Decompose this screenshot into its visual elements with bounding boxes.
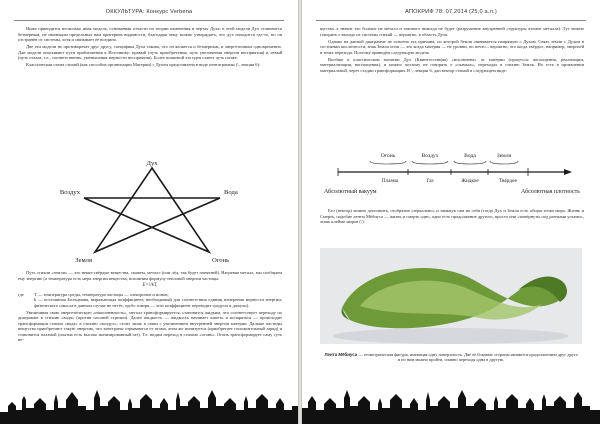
left-header-rule bbox=[14, 20, 284, 21]
pentagram-label-fire: Огонь bbox=[212, 257, 230, 264]
elements-scale-diagram bbox=[318, 150, 586, 202]
scale-brace-fire bbox=[370, 161, 406, 164]
left-paragraph: Путь стихии «земли» — это некие твёрдые вещества, скажем, металл (или лёд, так будет понятней). Нагревая металл, мы сообщаем ему энергию (а температура есть мера энергии вещества, вспомним формулу тепловой энергии частицы: bbox=[18, 270, 282, 281]
pentagram-star bbox=[84, 168, 220, 252]
right-text-top bbox=[320, 26, 584, 75]
definitions-lead: где bbox=[18, 291, 24, 297]
left-paragraph: Две эти модели не противоречат друг другу, специфика Духа такова, что он является и безмерным, и энергетичным одновременно. Дан модели описывают пути приближения к Источнику: правый (путь приобретения, путь увеличения энергии восприятия) и левый (путь отказа, т.е., соответственно, уменьшения мерности восприятия). Более понятной эта идея станет чуть позже. bbox=[18, 44, 282, 60]
right-header-rule bbox=[316, 20, 586, 21]
scale-state-liquid: Жидкое bbox=[461, 178, 479, 184]
right-running-head: АПОКРИФ 78: 07.2014 (25,0 а.л.) bbox=[405, 9, 497, 15]
scale-left-end-label: Абсолютный вакуум bbox=[324, 189, 377, 195]
scale-state-gas: Газ bbox=[426, 178, 434, 184]
pentagram-diagram bbox=[59, 158, 242, 268]
right-page bbox=[302, 0, 600, 424]
scale-state-plasma: Плазма bbox=[381, 178, 399, 184]
left-running-head: ОККУЛЬТУРА: Конкурс Verbena bbox=[105, 9, 193, 15]
definition-boltzmann: k — постоянная Больцмана, выражающая коэффициент, необходимый для соответствия единиц измерения мерности энергии; физического смысла в данном случае не несёт, грубо говоря — этот коэффициент переводит градусы в джоули). bbox=[34, 297, 282, 308]
formula-definitions bbox=[18, 292, 282, 309]
mobius-strip-image bbox=[320, 248, 582, 344]
definition-temperature: T — температура среды, температура частицы — электронов и ионов; bbox=[34, 291, 169, 297]
caption-text: — геометрическая фигура, имеющая одну поверхность. Две её боковые стороны являются продолжением друг друга и по ним можно пройти, плавно переходя одна в другую. bbox=[358, 352, 578, 363]
left-page-number: 34 bbox=[145, 390, 153, 396]
scale-label-air: Воздух bbox=[421, 153, 439, 159]
pentagram-label-water: Вода bbox=[224, 189, 238, 196]
left-page bbox=[0, 0, 298, 424]
scale-label-earth: Земля bbox=[496, 153, 512, 159]
pentagram-label-earth: Земля bbox=[75, 257, 92, 264]
scale-right-end-label: Абсолютная плотность bbox=[521, 189, 580, 195]
scale-label-water: Вода bbox=[464, 153, 476, 159]
left-text-top bbox=[18, 26, 282, 69]
scale-brace-earth bbox=[490, 161, 518, 164]
mobius-strip-photo bbox=[320, 248, 582, 344]
left-text-middle bbox=[18, 270, 282, 344]
scale-state-solid: Твёрдое bbox=[499, 178, 517, 184]
right-paragraph: Вообще в классическом понятии Дух (Квинтэссенция) «исключена» от материи (процессы поглощения, реализации, материализации, воплощения), и можно поэтому не говорить о «скачках», переходах в стихию Земля. Но есть в проявлении материальной, через стадии трансформации. В \, лекции 6, дан вектор стихий в следующем виде: bbox=[320, 56, 584, 73]
photo-caption bbox=[324, 352, 578, 363]
pentagram-label-air: Воздух bbox=[59, 189, 80, 196]
scale-axis-arrow bbox=[564, 169, 572, 175]
left-paragraph: Классическая схема стихий (как способов организации Материи) с Духом представлена в виде пентаграммы (\, лекция 6): bbox=[26, 62, 261, 67]
right-paragraph: щества, а значит это больше не металл и такового никогда не будет (разрушение внутренней структуры атомов металла). Тут можно говорить о выходе из системы стихий — вероятно, в область Духа. bbox=[320, 26, 584, 37]
scale-brace-water bbox=[454, 161, 486, 164]
energy-formula: E=\/kT, bbox=[142, 283, 158, 288]
scale-brace-air bbox=[412, 161, 448, 164]
pentagram-label-spirit: Дух bbox=[146, 160, 158, 167]
left-paragraph: Ниже приводится несколько иная модель, основанная отчасти на теории изменения в чертах Духа: в этой модели Дух становится безмерным, не имеющим предельных нам критериев видимости, благодаря чему можно утверждать, что дух находится где-то, но он отстранён от системы, хотя и связывает её воедино. bbox=[18, 26, 282, 42]
right-page-number: 35 bbox=[447, 390, 455, 396]
right-text-middle bbox=[320, 208, 584, 226]
scale-label-fire: Огонь bbox=[380, 153, 396, 159]
right-paragraph: Однако на данной диаграмме не освоена эта причина, по которой Земля связывается напрямую с Духом. Связь земли с Духом в состоянии кислотности, знак Земли огни — это когда материя — не уровни, но нечто... вероятно, это когда твёрдое, например, энергией в точке перехода. Поэтому приведём следующую модель. bbox=[320, 38, 584, 55]
left-paragraph: Увеличивая свою энергетическую «наполненность», металл трансформируется, становится жидким, что соответствует переходу по диаграмме в стихию «вода» (против часовой стрелки). Далее жидкость — жидкость начинает кипеть и испаряться — происходит трансформация стихии «вода» в стихию «воздух»; стоит лишь в связи с увеличением внутренней энергии материи. Дальше частицы вещества приобретают такую энергию, что электроны отрываются от атома, атом же ионизуется (приобретает положительный заряд) и становится плазмой (плазма есть высоко ионизированный газ). Т.е. видим переход в стихию «огонь». Огонь трансформирует саму суть ве- bbox=[18, 309, 282, 342]
caption-title: Лента Мёбиуса bbox=[324, 352, 358, 357]
right-paragraph: Его (вектор) можно дополнить, отобразив «зеркально» и замкнув сам на себя (тогда Дух и Земля есть общая точка мира. Жизнь и Смерть, подобие ленты Мёбиуса — жизнь и смерть одно, одно есть продолжение другого, просто они «повёрнуты под разными углами», лишь клеймо миров (\). bbox=[320, 208, 584, 224]
